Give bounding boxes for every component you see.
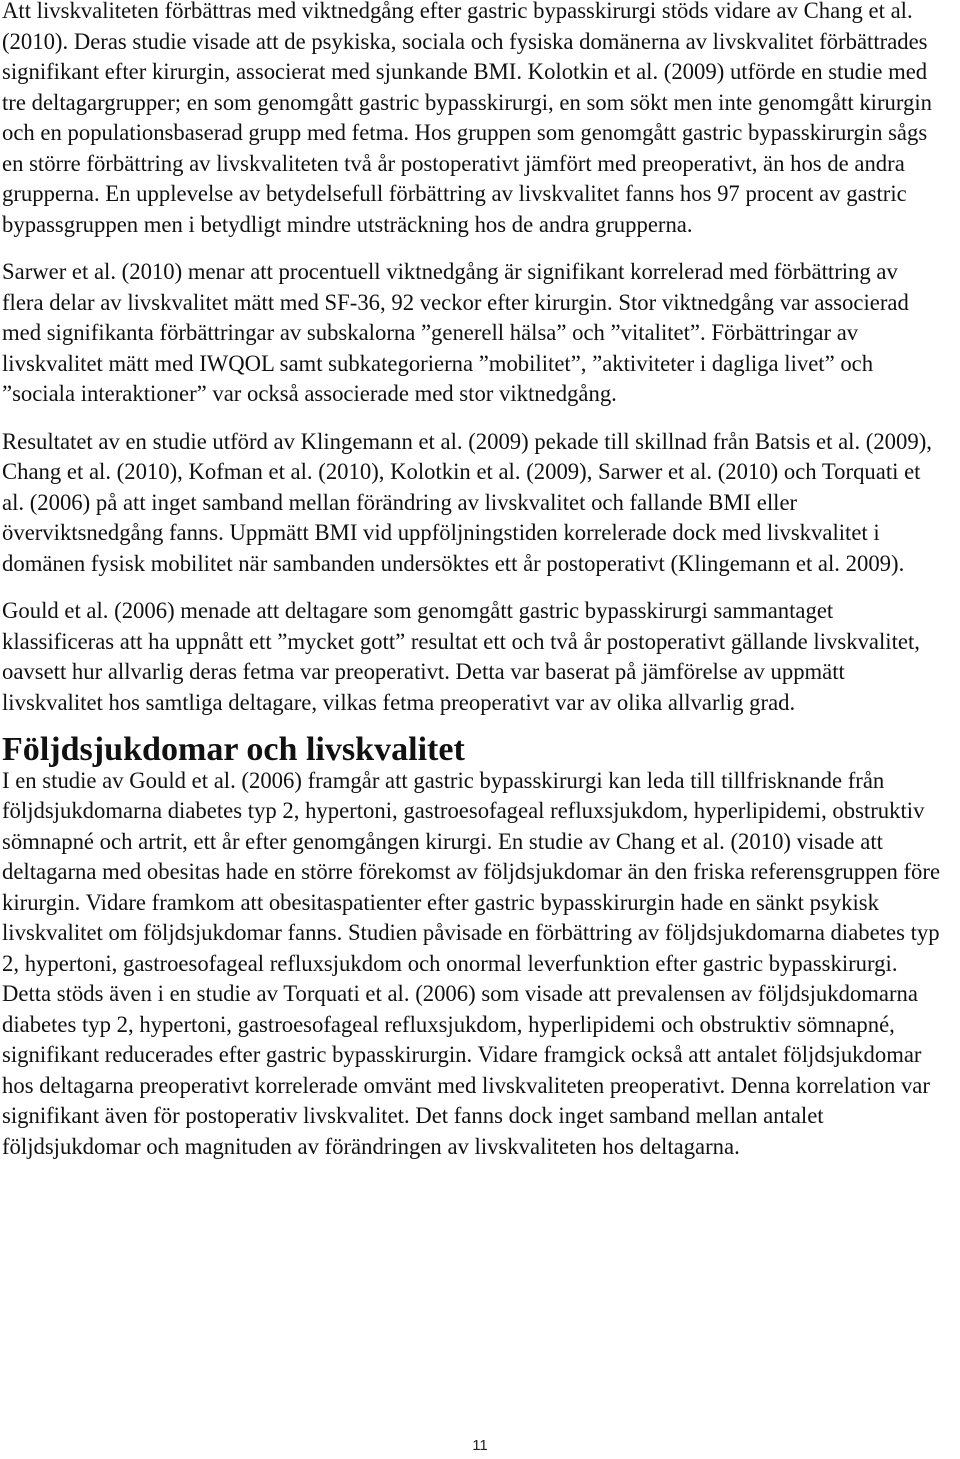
page-number: 11 <box>472 1437 488 1454</box>
paragraph-gould-study: Gould et al. (2006) menade att deltagare som genomgått gastric bypasskirurgi sammantaget klassificeras att ha uppnått ett ”mycket gott” resultat ett och två år postoperativt gällande livskvalitet, oavsett hur allvarlig deras fetma var preoperativt. Detta var baserat på jämförelse av uppmätt livskvalitet hos samtliga deltagare, vilkas fetma preoperativt var av olika allvarlig grad. <box>2 598 920 715</box>
paragraph-sarwer-study: Sarwer et al. (2010) menar att procentuell viktnedgång är signifikant korrelerad med förbättring av flera delar av livskvalitet mätt med SF-36, 92 veckor efter kirurgin. Stor viktnedgång var associerad med signifikanta förbättringar av subskalorna ”generell hälsa” och ”vitalitet”. Förbättringar av livskvalitet mätt med IWQOL samt subkategorierna ”mobilitet”, ”aktiviteter i dagliga livet” och ”sociala interaktioner” var också associerade med stor viktnedgång. <box>2 259 909 406</box>
paragraph-klingemann-study: Resultatet av en studie utförd av Klingemann et al. (2009) pekade till skillnad från Batsis et al. (2009), Chang et al. (2010), Kofman et al. (2010), Kolotkin et al. (2009), Sarwer et al. (2010) och Torquati et al. (2006) på att inget samband mellan förändring av livskvalitet och fallande BMI eller överviktsnedgång fanns. Uppmätt BMI vid uppföljningstiden korrelerade dock med livskvalitet i domänen fysisk mobilitet när sambanden undersöktes ett år postoperativt (Klingemann et al. 2009). <box>2 428 932 576</box>
paragraph-comorbidities: I en studie av Gould et al. (2006) framgår att gastric bypasskirurgi kan leda till tillfrisknande från följdsjukdomarna diabetes typ 2, hypertoni, gastroesofageal refluxsjukdom, hyperlipidemi, obstruktiv sömnapné och artrit, ett år efter genomgången kirurgi. En studie av Chang et al. (2010) visade att deltagarna med obesitas hade en större förekomst av följdsjukdomar än den friska referensgruppen före kirurgin. Vidare framkom att obesitaspatienter efter gastric bypasskirurgin hade en sänkt psykisk livskvalitet om följdsjukdomar fanns. Studien påvisade en förbättring av följdsjukdomarna diabetes typ 2, hypertoni, gastroesofageal refluxsjukdom och onormal leverfunktion efter gastric bypasskirurgi. Detta stöds även i en studie av Torquati et al. (2006) som visade att prevalensen av följdsjukdomarna diabetes typ 2, hypertoni, gastroesofageal refluxsjukdom, hyperlipidemi och obstruktiv sömnapné, signifikant reducerades efter gastric bypasskirurgin. Vidare framgick också att antalet följdsjukdomar hos deltagarna preoperativt korrelerade omvänt med livskvaliteten preoperativt. Denna korrelation var signifikant även för postoperativ livskvalitet. Det fanns dock inget samband mellan antalet följdsjukdomar och magnituden av förändringen av livskvaliteten hos deltagarna. <box>2 767 941 1159</box>
paragraph-quality-of-life-improvement: Att livskvaliteten förbättras med viktnedgång efter gastric bypasskirurgi stöds vidare av Chang et al. (2010). Deras studie visade att de psykiska, sociala och fysiska domänerna av livskvalitet förbättrades signifikant efter kirurgin, associerat med sjunkande BMI. Kolotkin et al. (2009) utförde en studie med tre deltagargrupper; en som genomgått gastric bypasskirurgi, en som sökt men inte genomgått kirurgin och en populationsbaserad grupp med fetma. Hos gruppen som genomgått gastric bypasskirurgin sågs en större förbättring av livskvaliteten två år postoperativt jämfört med preoperativt, än hos de andra grupperna. En upplevelse av betydelsefull förbättring av livskvalitet fanns hos 97 procent av gastric bypassgruppen men i betydligt mindre utsträckning hos de andra grupperna. <box>2 0 932 237</box>
section-heading-comorbidities: Följdsjukdomar och livskvalitet <box>2 731 465 768</box>
